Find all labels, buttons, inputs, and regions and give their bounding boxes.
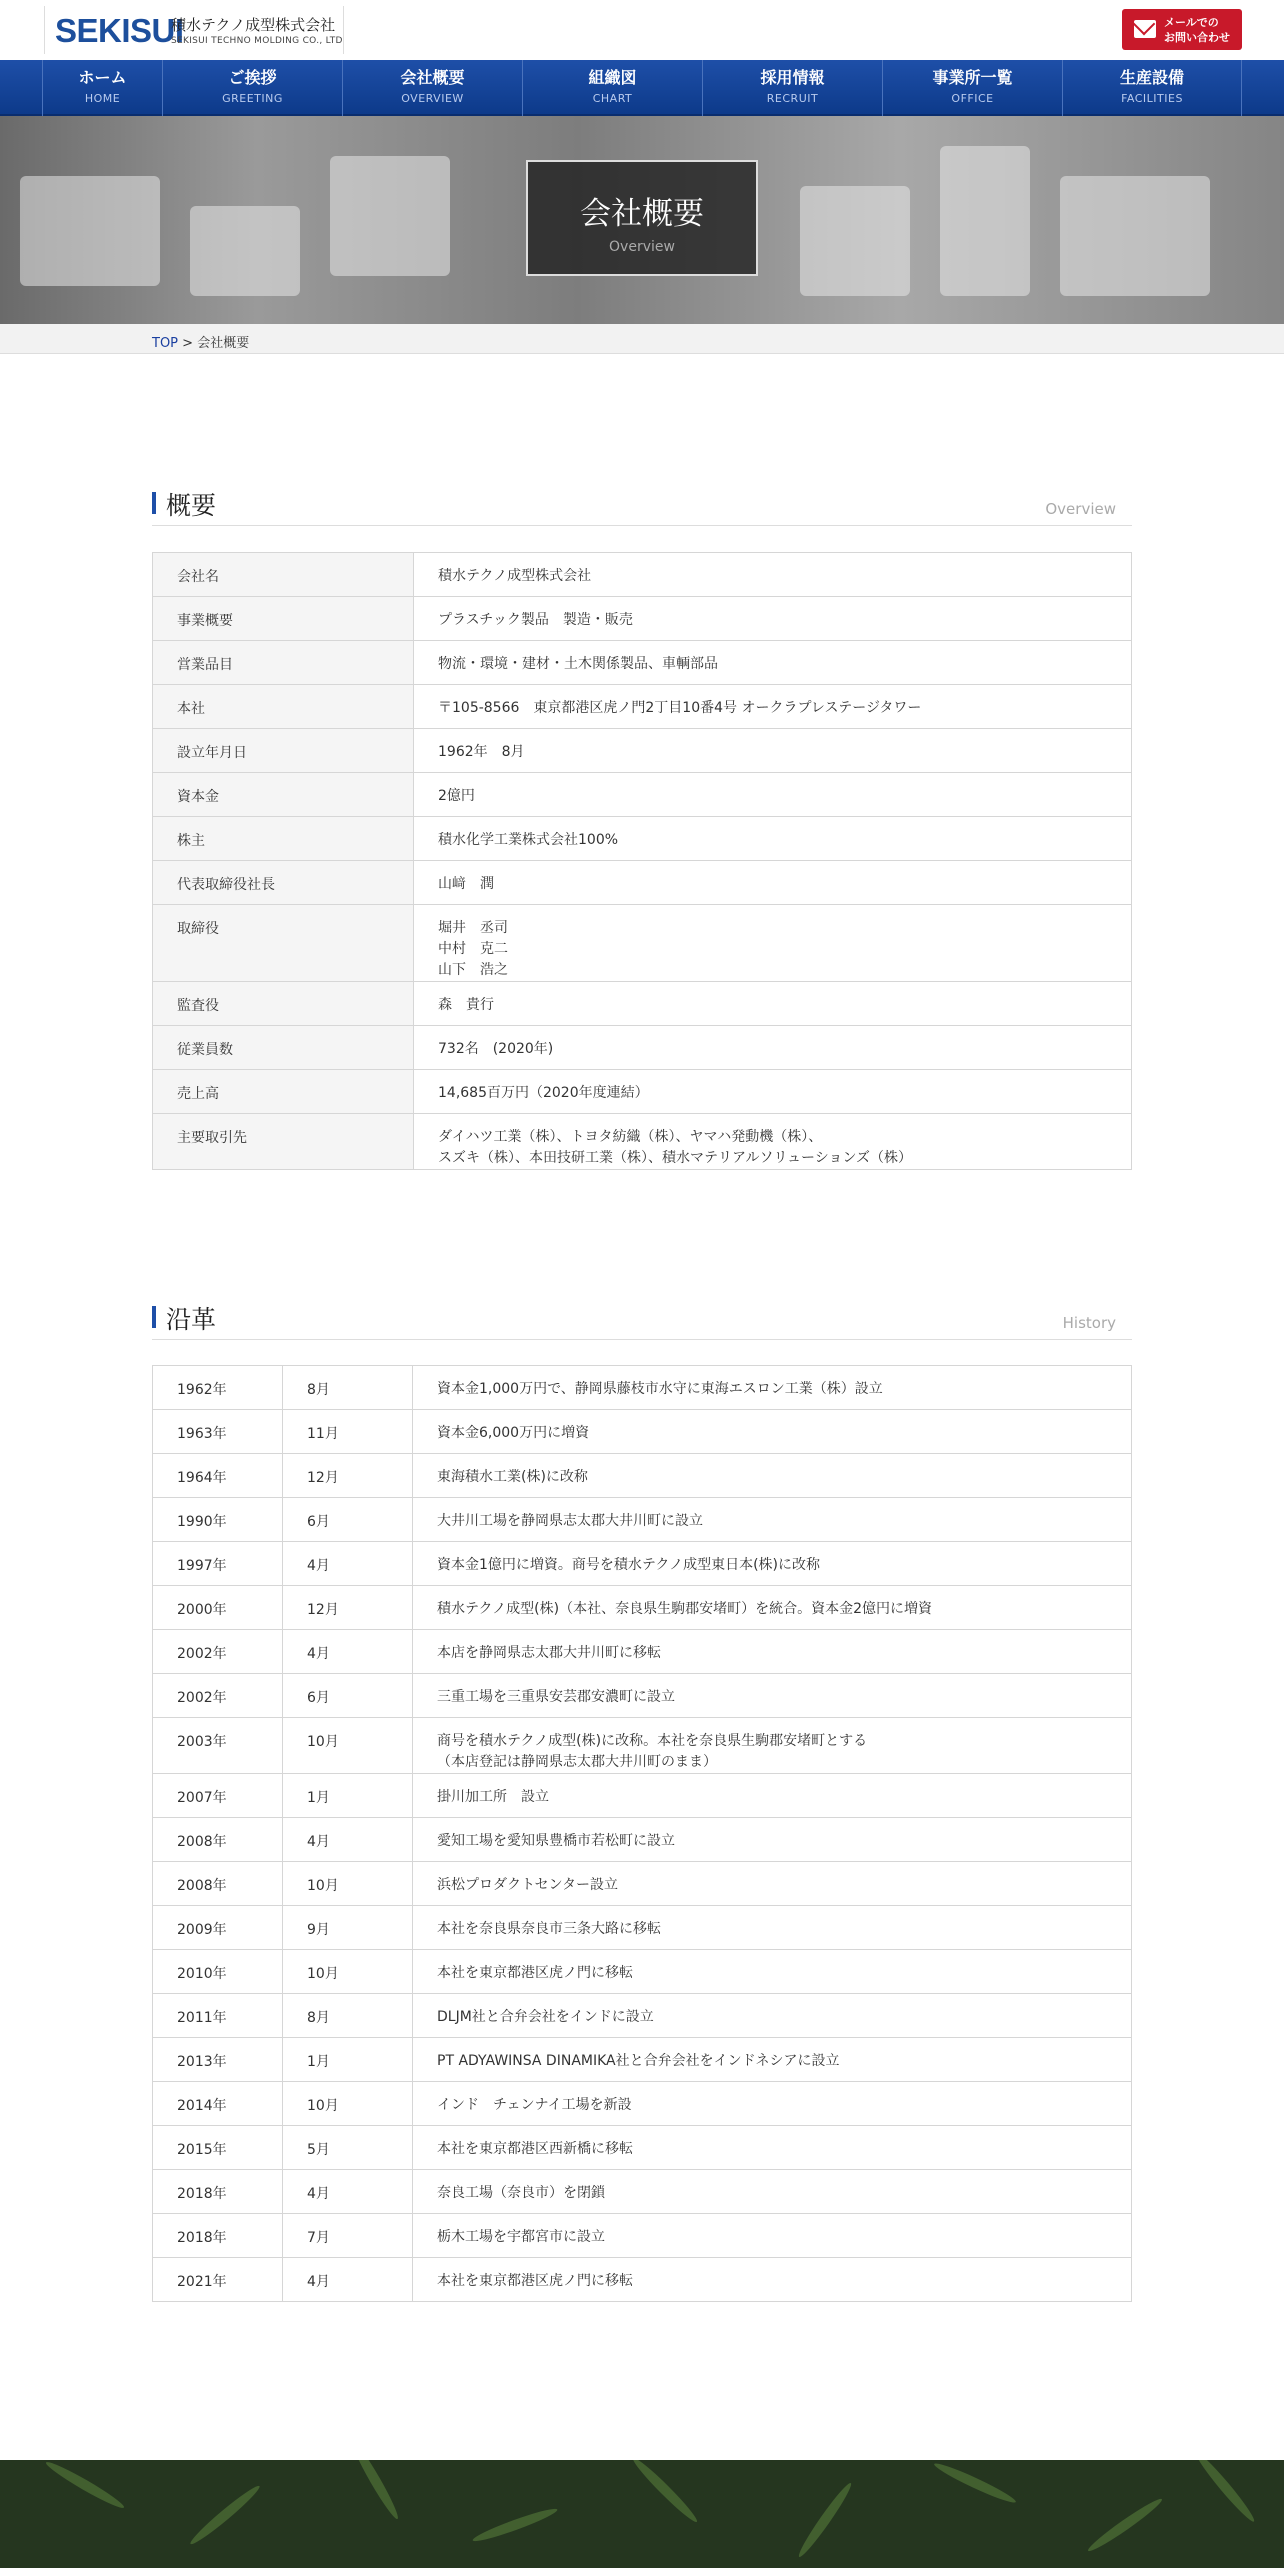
history-month: 4月	[283, 2170, 413, 2214]
overview-key: 従業員数	[153, 1026, 414, 1070]
overview-key: 取締役	[153, 905, 414, 982]
history-row	[153, 2082, 1132, 2126]
history-year: 2010年	[153, 1950, 283, 1994]
mail-contact-label: メールでの お問い合わせ	[1164, 16, 1230, 44]
history-month: 1月	[283, 2038, 413, 2082]
history-month: 9月	[283, 1906, 413, 1950]
history-month: 4月	[283, 1542, 413, 1586]
history-event: 本社を東京都港区虎ノ門に移転	[413, 1950, 1132, 1994]
foliage-leaf	[187, 2482, 262, 2548]
history-year: 1990年	[153, 1498, 283, 1542]
history-row	[153, 1410, 1132, 1454]
global-nav	[0, 60, 1284, 116]
history-row	[153, 1774, 1132, 1818]
history-row	[153, 1718, 1132, 1774]
history-year: 2002年	[153, 1674, 283, 1718]
history-year: 2015年	[153, 2126, 283, 2170]
overview-value: 14,685百万円（2020年度連結）	[414, 1070, 1132, 1114]
history-year: 2021年	[153, 2258, 283, 2302]
history-month: 8月	[283, 1366, 413, 1410]
history-event: 本店を静岡県志太郡大井川町に移転	[413, 1630, 1132, 1674]
history-event: 積水テクノ成型(株)（本社、奈良県生駒郡安堵町）を統合。資本金2億円に増資	[413, 1586, 1132, 1630]
overview-key: 事業概要	[153, 597, 414, 641]
nav-label-jp: 事業所一覧	[932, 68, 1013, 87]
hero-bg-shape	[330, 156, 450, 276]
hero-bg-shape	[20, 176, 160, 286]
history-event: 本社を東京都港区西新橋に移転	[413, 2126, 1132, 2170]
foliage-leaf	[1192, 2460, 1258, 2525]
hero-bg-shape	[800, 186, 910, 296]
history-row	[153, 1498, 1132, 1542]
history-month: 12月	[283, 1586, 413, 1630]
history-month: 12月	[283, 1454, 413, 1498]
history-year: 1962年	[153, 1366, 283, 1410]
nav-label-jp: 生産設備	[1119, 68, 1184, 87]
history-row	[153, 2126, 1132, 2170]
history-row	[153, 1818, 1132, 1862]
history-row	[153, 1906, 1132, 1950]
overview-key: 資本金	[153, 773, 414, 817]
history-event: 三重工場を三重県安芸郡安濃町に設立	[413, 1674, 1132, 1718]
nav-item-office[interactable]	[882, 60, 1062, 116]
history-month: 10月	[283, 1862, 413, 1906]
history-row	[153, 1674, 1132, 1718]
history-year: 2018年	[153, 2214, 283, 2258]
history-row	[153, 2038, 1132, 2082]
history-year: 2008年	[153, 1818, 283, 1862]
history-event: 本社を奈良県奈良市三条大路に移転	[413, 1906, 1132, 1950]
overview-key: 本社	[153, 685, 414, 729]
breadcrumb-top-link[interactable]: TOP	[152, 336, 179, 351]
history-month: 6月	[283, 1498, 413, 1542]
history-year: 1964年	[153, 1454, 283, 1498]
company-logo[interactable]	[44, 6, 344, 54]
history-row	[153, 2214, 1132, 2258]
nav-label-jp: 組織図	[588, 68, 637, 87]
history-title-en: History	[1062, 1314, 1116, 1332]
nav-item-facilities[interactable]	[1062, 60, 1242, 116]
nav-item-recruit[interactable]	[702, 60, 882, 116]
history-event: 愛知工場を愛知県豊橋市若松町に設立	[413, 1818, 1132, 1862]
history-year: 1997年	[153, 1542, 283, 1586]
nav-item-greeting[interactable]	[162, 60, 342, 116]
overview-row	[153, 773, 1132, 817]
overview-key: 主要取引先	[153, 1114, 414, 1170]
nav-item-chart[interactable]	[522, 60, 702, 116]
history-row	[153, 2170, 1132, 2214]
history-row	[153, 1586, 1132, 1630]
history-month: 5月	[283, 2126, 413, 2170]
overview-value: 森 貴行	[414, 982, 1132, 1026]
foliage-leaf	[44, 2460, 127, 2512]
history-event: 大井川工場を静岡県志太郡大井川町に設立	[413, 1498, 1132, 1542]
history-month: 10月	[283, 1718, 413, 1774]
nav-item-home[interactable]	[42, 60, 162, 116]
overview-row	[153, 905, 1132, 982]
breadcrumb-separator: >	[178, 336, 198, 351]
history-year: 2014年	[153, 2082, 283, 2126]
history-row	[153, 1862, 1132, 1906]
footer-foliage-banner	[0, 2460, 1284, 2568]
history-month: 10月	[283, 2082, 413, 2126]
overview-row	[153, 1026, 1132, 1070]
history-event: PT ADYAWINSA DINAMIKA社と合弁会社をインドネシアに設立	[413, 2038, 1132, 2082]
overview-row	[153, 553, 1132, 597]
nav-label-en: FACILITIES	[1121, 92, 1183, 105]
history-event: 浜松プロダクトセンター設立	[413, 1862, 1132, 1906]
history-row	[153, 1950, 1132, 1994]
overview-key: 設立年月日	[153, 729, 414, 773]
history-year: 1963年	[153, 1410, 283, 1454]
overview-value: 積水テクノ成型株式会社	[414, 553, 1132, 597]
overview-value: 堀井 丞司 中村 克二 山下 浩之	[414, 905, 1132, 982]
history-year: 2008年	[153, 1862, 283, 1906]
overview-row	[153, 817, 1132, 861]
mail-contact-button[interactable]	[1122, 9, 1242, 50]
history-event: 栃木工場を宇都宮市に設立	[413, 2214, 1132, 2258]
history-event: 本社を東京都港区虎ノ門に移転	[413, 2258, 1132, 2302]
overview-value: 〒105-8566 東京都港区虎ノ門2丁目10番4号 オークラプレステージタワー	[414, 685, 1132, 729]
history-event: 商号を積水テクノ成型(株)に改称。本社を奈良県生駒郡安堵町とする （本店登記は静岡県志太郡大井川町のまま）	[413, 1718, 1132, 1774]
overview-row	[153, 861, 1132, 905]
history-row	[153, 1630, 1132, 1674]
history-year: 2018年	[153, 2170, 283, 2214]
overview-row	[153, 1114, 1132, 1170]
history-heading	[152, 1300, 1132, 1340]
nav-label-jp: 会社概要	[400, 68, 465, 87]
logo-company-jp: 積水テクノ成型株式会社	[171, 16, 336, 34]
foliage-leaf	[348, 2460, 402, 2521]
history-year: 2009年	[153, 1906, 283, 1950]
nav-label-en: HOME	[84, 92, 121, 105]
mail-icon	[1134, 20, 1156, 38]
history-month: 7月	[283, 2214, 413, 2258]
history-month: 4月	[283, 1630, 413, 1674]
site-header	[0, 0, 1284, 60]
nav-label-en: GREETING	[222, 92, 283, 105]
nav-label-en: CHART	[592, 92, 633, 105]
overview-key: 会社名	[153, 553, 414, 597]
history-year: 2000年	[153, 1586, 283, 1630]
history-month: 1月	[283, 1774, 413, 1818]
overview-value: 物流・環境・建材・土木関係製品、車輌部品	[414, 641, 1132, 685]
hero-title: 会社概要	[580, 196, 704, 232]
foliage-leaf	[1085, 2495, 1164, 2555]
history-title: 沿革	[166, 1305, 217, 1334]
history-year: 2007年	[153, 1774, 283, 1818]
overview-row	[153, 1070, 1132, 1114]
foliage-leaf	[795, 2480, 855, 2559]
history-month: 6月	[283, 1674, 413, 1718]
history-row	[153, 2258, 1132, 2302]
history-event: 奈良工場（奈良市）を閉鎖	[413, 2170, 1132, 2214]
overview-row	[153, 641, 1132, 685]
logo-mark: SEKISUI	[55, 12, 184, 49]
nav-label-en: RECRUIT	[766, 92, 819, 105]
overview-title: 概要	[166, 491, 217, 520]
hero-title-box	[526, 160, 758, 276]
overview-value: 積水化学工業株式会社100%	[414, 817, 1132, 861]
heading-accent-bar	[152, 1306, 156, 1328]
overview-title-en: Overview	[1045, 500, 1116, 518]
heading-accent-bar	[152, 492, 156, 514]
history-row	[153, 1542, 1132, 1586]
overview-value: プラスチック製品 製造・販売	[414, 597, 1132, 641]
overview-row	[153, 982, 1132, 1026]
history-month: 11月	[283, 1410, 413, 1454]
overview-key: 株主	[153, 817, 414, 861]
overview-value: 2億円	[414, 773, 1132, 817]
history-row	[153, 1994, 1132, 2038]
overview-key: 代表取締役社長	[153, 861, 414, 905]
history-month: 4月	[283, 1818, 413, 1862]
breadcrumb	[0, 324, 1284, 354]
history-event: インド チェンナイ工場を新設	[413, 2082, 1132, 2126]
foliage-leaf	[471, 2505, 559, 2545]
history-month: 10月	[283, 1950, 413, 1994]
overview-row	[153, 685, 1132, 729]
hero-bg-shape	[1060, 176, 1210, 296]
history-year: 2011年	[153, 1994, 283, 2038]
hero-bg-shape	[940, 146, 1030, 296]
overview-value: ダイハツ工業（株）、トヨタ紡織（株）、ヤマハ発動機（株）、 スズキ（株）、本田技研工業（株）、積水マテリアルソリューションズ（株）	[414, 1114, 1132, 1170]
history-year: 2013年	[153, 2038, 283, 2082]
foliage-leaf	[932, 2460, 1018, 2507]
logo-company-en: SEKISUI TECHNO MOLDING CO., LTD	[171, 36, 343, 46]
overview-table	[152, 552, 1132, 1170]
nav-label-jp: 採用情報	[760, 68, 825, 87]
nav-label-jp: ご挨拶	[228, 68, 277, 87]
nav-label-en: OFFICE	[951, 92, 994, 105]
history-event: 資本金6,000万円に増資	[413, 1410, 1132, 1454]
hero-bg-shape	[190, 206, 300, 296]
foliage-leaf	[630, 2460, 701, 2525]
overview-row	[153, 729, 1132, 773]
overview-value: 1962年 8月	[414, 729, 1132, 773]
history-event: 資本金1億円に増資。商号を積水テクノ成型東日本(株)に改称	[413, 1542, 1132, 1586]
hero-subtitle: Overview	[609, 239, 675, 255]
overview-key: 営業品目	[153, 641, 414, 685]
history-table	[152, 1365, 1132, 2302]
overview-key: 監査役	[153, 982, 414, 1026]
history-event: 資本金1,000万円で、静岡県藤枝市水守に東海エスロン工業（株）設立	[413, 1366, 1132, 1410]
history-row	[153, 1366, 1132, 1410]
overview-row	[153, 597, 1132, 641]
breadcrumb-current: 会社概要	[197, 336, 250, 351]
overview-value: 山﨑 潤	[414, 861, 1132, 905]
history-month: 8月	[283, 1994, 413, 2038]
history-row	[153, 1454, 1132, 1498]
history-event: 東海積水工業(株)に改称	[413, 1454, 1132, 1498]
nav-item-overview[interactable]	[342, 60, 522, 116]
history-year: 2003年	[153, 1718, 283, 1774]
nav-label-jp: ホーム	[78, 68, 127, 87]
overview-value: 732名 (2020年)	[414, 1026, 1132, 1070]
history-month: 4月	[283, 2258, 413, 2302]
hero-banner	[0, 116, 1284, 324]
nav-label-en: OVERVIEW	[401, 92, 464, 105]
history-event: DLJM社と合弁会社をインドに設立	[413, 1994, 1132, 2038]
history-year: 2002年	[153, 1630, 283, 1674]
overview-key: 売上高	[153, 1070, 414, 1114]
history-event: 掛川加工所 設立	[413, 1774, 1132, 1818]
overview-heading	[152, 486, 1132, 526]
